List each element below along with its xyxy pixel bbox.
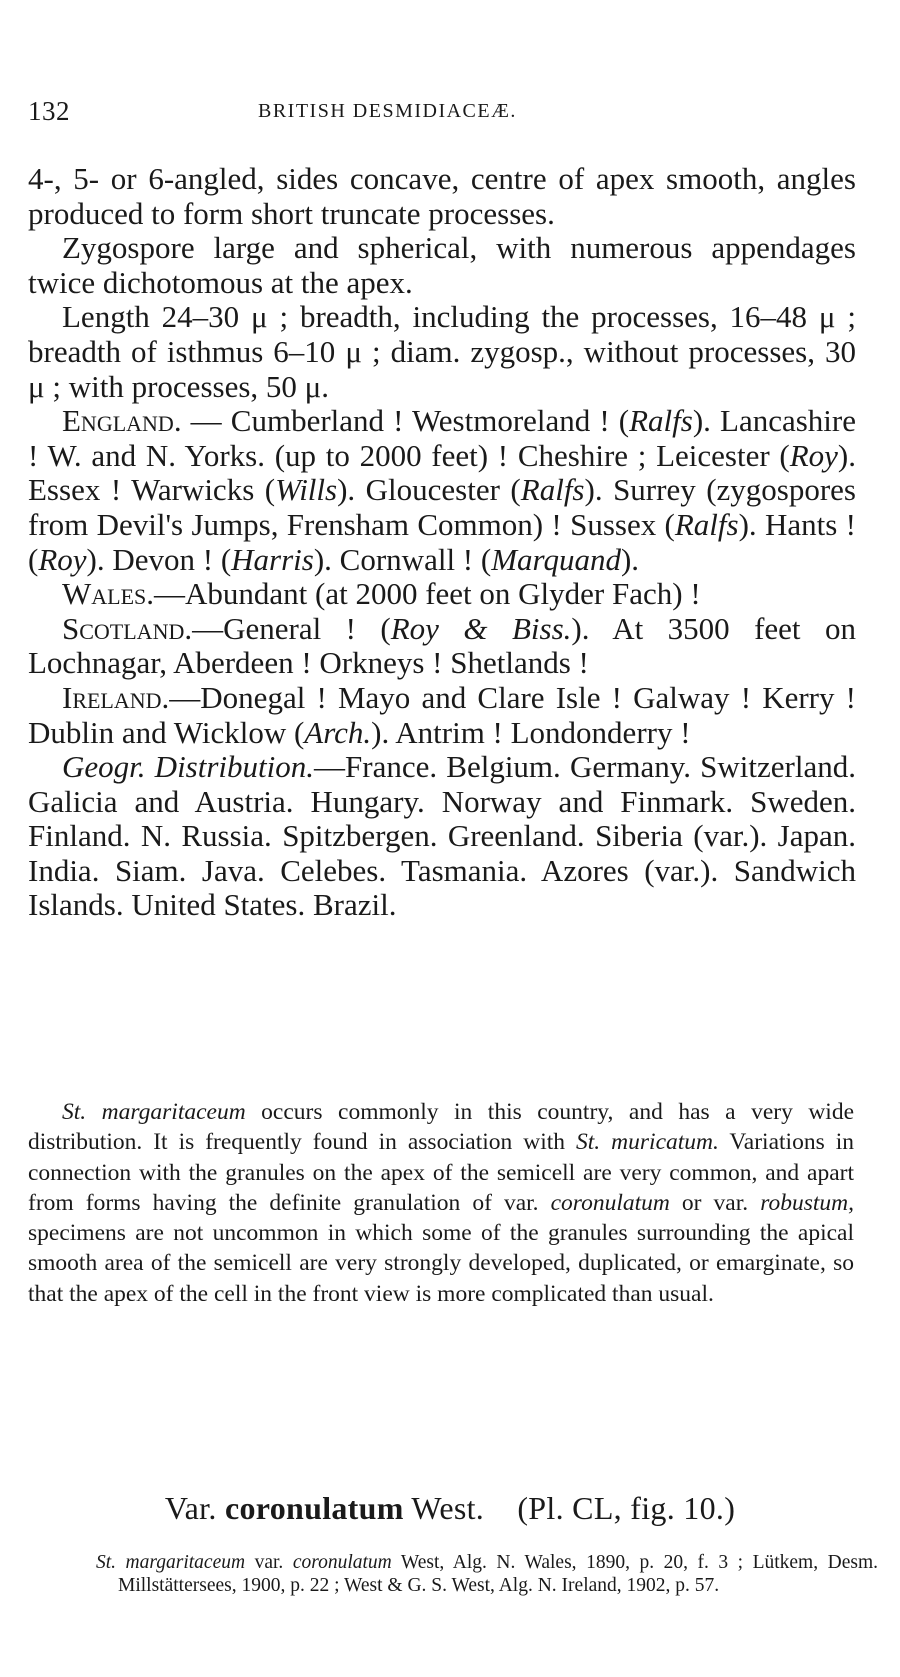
commentary-note (28, 1097, 854, 1309)
region-label: Wales. (62, 576, 155, 612)
authority: Ralfs (520, 472, 585, 508)
description-paragraph: 4-, 5- or 6-angled, sides concave, centre of apex smooth, angles produced to form short truncate processes. (28, 161, 856, 231)
authority: Ralfs (629, 403, 693, 439)
species-name: St. margaritaceum (62, 1099, 246, 1125)
authority: Wills (275, 472, 338, 508)
page-number: 132 (28, 96, 70, 126)
distribution-wales: Wales.—Abundant (at 2000 feet on Glyder Fach) ! (62, 576, 701, 612)
variety-name: coronulatum (550, 1189, 670, 1216)
region-label: England. (62, 403, 182, 439)
region-label: Scotland. (62, 610, 193, 646)
dimensions-paragraph: Length 24–30 μ ; breadth, including the processes, 16–48 μ ; breadth of isthmus 6–10 μ ; diam. zygosp., without processes, 30 μ ; with processes, 50 μ. (28, 299, 856, 404)
distribution-scotland: Scotland.—General ! (Roy & Biss.). At 3500 feet on Lochnagar, Aberdeen ! Orkneys ! Shetlands ! (28, 610, 856, 681)
variety-name: robustum, (760, 1189, 854, 1216)
authority: Ralfs (674, 506, 739, 542)
variety-heading: Var. coronulatum West. (Pl. CL, fig. 10.) (164, 1490, 736, 1526)
geographic-distribution: Geogr. Distribution.—France. Belgium. Germany. Switzerland. Galicia and Austria. Hungary. Norway and Finmark. Sweden. Finland. N. Russia. Spitzbergen. Greenland. Siberia (var.). Japan. India. Siam. Java. Celebes. Tasmania. Azores (var.). Sandwich Islands. United States. Brazil. (28, 749, 856, 923)
authority: Marquand (491, 541, 621, 577)
region-label: Ireland. (62, 679, 170, 715)
variety-name: coronulatum (292, 1552, 392, 1573)
plate-reference: (Pl. CL, fig. 10.) (517, 1490, 736, 1526)
zygospore-paragraph: Zygospore large and spherical, with numerous appendages twice dichotomous at the apex. (28, 230, 856, 300)
distribution-ireland: Ireland.—Donegal ! Mayo and Clare Isle ! Galway ! Kerry ! Dublin and Wicklow (Arch.). Antrim ! Londonderry ! (28, 679, 856, 750)
authority: Roy & Biss. (390, 610, 572, 646)
distribution-england: England. — Cumberland ! Westmoreland ! (Ralfs). Lancashire ! W. and N. Yorks. (up to 2000 feet) ! Cheshire ; Leicester (Roy). Essex ! Warwicks (Wills). Gloucester (Ralfs). Surrey (zygospores from Devil's Jumps, Frensham Common) ! Sussex (Ralfs). Hants ! (Roy). Devon ! (Harris). Cornwall ! (Marquand). (28, 403, 857, 577)
synonymy-citation: St. margaritaceum var. coronulatum West, Alg. N. Wales, 1890, p. 20, f. 3 ; Lütkem, Desm. Millstättersees, 1900, p. 22 ; West & G. S. West, Alg. N. Ireland, 1902, p. 57. (96, 1552, 878, 1596)
authority: Roy (789, 437, 838, 473)
authority: Arch. (304, 714, 372, 750)
species-description (28, 162, 856, 923)
authority: Harris (231, 541, 314, 577)
species-name: St. margaritaceum (96, 1552, 246, 1573)
running-title: BRITISH DESMIDIACEÆ. (258, 100, 517, 122)
running-header (28, 96, 878, 132)
authority: Roy (38, 541, 87, 577)
variety-title: coronulatum (224, 1490, 404, 1526)
note-paragraph: St. margaritaceum occurs commonly in this country, and has a very wide distribution. It is frequently found in association with St. muricatum. Variations in connection with the granules on the apex of the semicell are very common, and apart from forms having the definite granulation of var. coronulatum or var. robustum, specimens are not uncommon in which some of the granules surrounding the apical smooth area of the semicell are very strongly developed, duplicated, or emarginate, so that the apex of the cell in the front view is more complicated than usual. (28, 1099, 854, 1307)
section-label: Geogr. Distribution. (62, 749, 315, 785)
species-name: St. muricatum. (576, 1129, 719, 1156)
